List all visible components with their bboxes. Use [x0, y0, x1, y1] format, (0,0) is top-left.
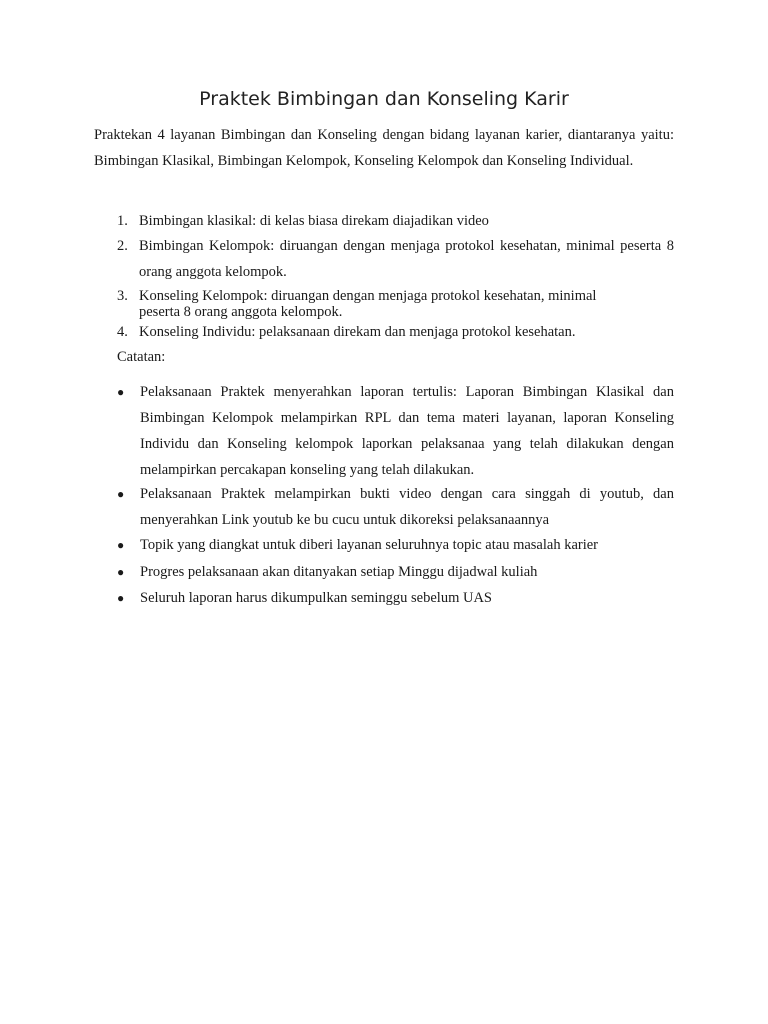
list-item-3 [117, 288, 674, 322]
note-text: Seluruh laporan harus dikumpulkan seminggu sebelum UAS [140, 590, 492, 606]
document-title: Praktek Bimbingan dan Konseling Karir [199, 88, 569, 110]
list-item-2 [117, 233, 674, 285]
note-item-2 [117, 481, 674, 533]
note-text: Pelaksanaan Praktek menyerahkan laporan tertulis: Laporan Bimbingan Klasikal dan Bimbingan Kelompok melampirkan RPL dan tema materi layanan, laporan Konseling Individu dan Konseling kelompok laporkan pelaksanaa yang telah dilakukan dengan melampirkan percakapan konseling yang telah dilakukan. [140, 384, 674, 478]
intro-paragraph: Praktekan 4 layanan Bimbingan dan Konseling dengan bidang layanan karier, diantaranya yaitu: Bimbingan Klasikal, Bimbingan Kelompok, Konseling Kelompok dan Konseling Individual. [94, 127, 674, 169]
note-text: Progres pelaksanaan akan ditanyakan setiap Minggu dijadwal kuliah [140, 564, 538, 580]
list-number: 3. [117, 288, 128, 304]
note-text: Pelaksanaan Praktek melampirkan bukti video dengan cara singgah di youtub, dan menyerahkan Link youtub ke bu cucu untuk dikoreksi pelaksanaannya [140, 486, 674, 528]
bullet-icon: ● [117, 565, 125, 579]
note-item-1 [117, 379, 674, 483]
note-item-5 [117, 585, 674, 611]
note-text: Topik yang diangkat untuk diberi layanan seluruhnya topic atau masalah karier [140, 537, 599, 553]
bullet-icon: ● [117, 487, 125, 501]
bullet-icon: ● [117, 538, 125, 552]
list-text-line-1: Konseling Kelompok: diruangan dengan menjaga protokol kesehatan, minimal [139, 288, 597, 304]
list-text-line-2: peserta 8 orang anggota kelompok. [139, 304, 343, 320]
bullet-icon: ● [117, 591, 125, 605]
list-text: Bimbingan klasikal: di kelas biasa direkam diajadikan video [139, 213, 489, 229]
bullet-icon: ● [117, 385, 125, 399]
list-item-1 [117, 208, 674, 234]
note-item-4 [117, 559, 674, 585]
list-text: Konseling Individu: pelaksanaan direkam dan menjaga protokol kesehatan. [139, 324, 576, 340]
list-number: 2. [117, 238, 128, 254]
list-item-4 [117, 324, 674, 342]
list-number: 1. [117, 213, 128, 229]
note-item-3 [117, 532, 674, 558]
list-text: Bimbingan Kelompok: diruangan dengan menjaga protokol kesehatan, minimal peserta 8 orang anggota kelompok. [139, 238, 674, 280]
list-number: 4. [117, 324, 128, 340]
catatan-label: Catatan: [117, 349, 166, 365]
